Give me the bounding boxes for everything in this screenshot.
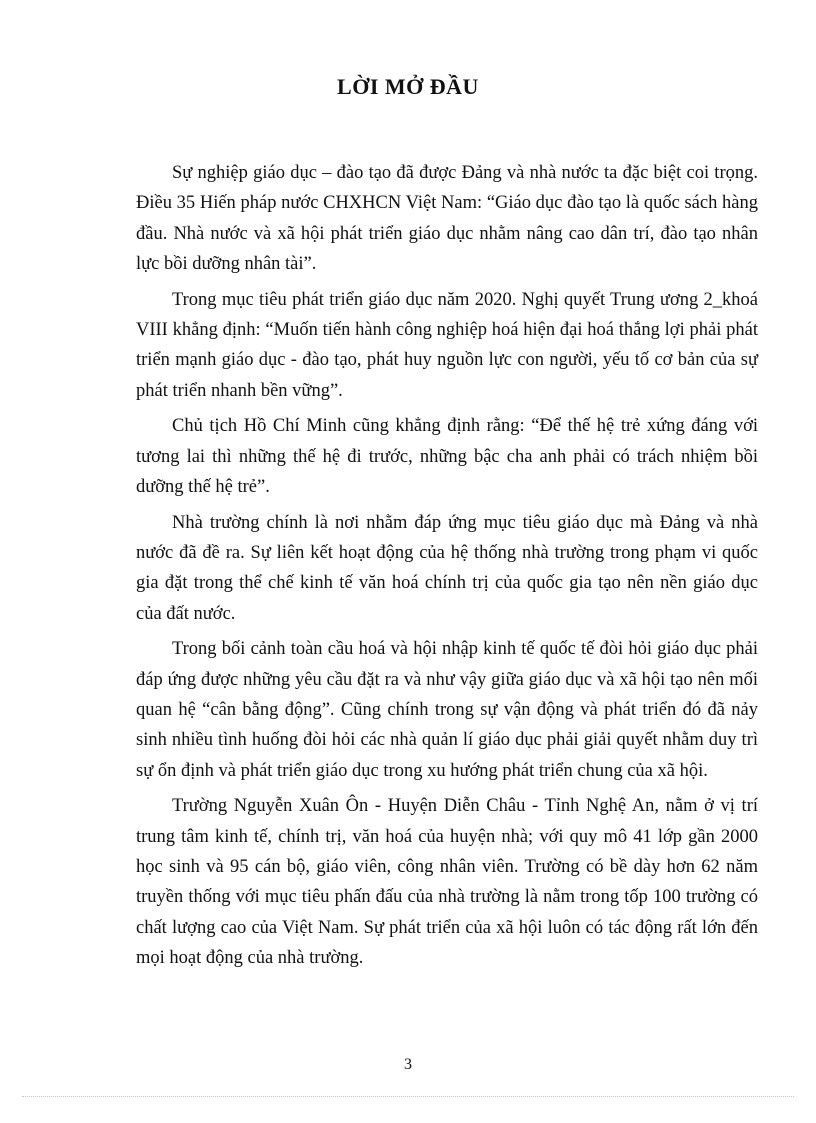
paragraph-6: Trường Nguyễn Xuân Ôn - Huyện Diễn Châu - Tỉnh Nghệ An, nằm ở vị trí trung tâm kinh tế, chính trị, văn hoá của huyện nhà; với quy mô 41 lớp gần 2000 học sinh và 95 cán bộ, giáo viên, công nhân viên. Trường có bề dày hơn 62 năm truyền thống với mục tiêu phấn đấu của nhà trường là nằm trong tốp 100 trường có chất lượng cao của Việt Nam. Sự phát triển của xã hội luôn có tác động rất lớn đến mọi hoạt động của nhà trường. bbox=[136, 796, 758, 968]
paragraph-5: Trong bối cảnh toàn cầu hoá và hội nhập kinh tế quốc tế đòi hỏi giáo dục phải đáp ứng được những yêu cầu đặt ra và như vậy giữa giáo dục và xã hội tạo nên mối quan hệ “cân bằng động”. Cũng chính trong sự vận động và phát triển đó đã nảy sinh nhiều tình huống đòi hỏi các nhà quản lí giáo dục phải giải quyết nhằm duy trì sự ổn định và phát triển giáo dục trong xu hướng phát triển chung của xã hội. bbox=[136, 639, 758, 781]
paragraph-2: Trong mục tiêu phát triển giáo dục năm 2020. Nghị quyết Trung ương 2_khoá VIII khẳng định: “Muốn tiến hành công nghiệp hoá hiện đại hoá thắng lợi phải phát triển mạnh giáo dục - đào tạo, phát huy nguồn lực con người, yếu tố cơ bản của sự phát triển nhanh bền vững”. bbox=[136, 289, 758, 401]
paragraph-4: Nhà trường chính là nơi nhằm đáp ứng mục tiêu giáo dục mà Đảng và nhà nước đã đề ra. Sự liên kết hoạt động của hệ thống nhà trường trong phạm vi quốc gia đặt trong thể chế kinh tế văn hoá chính trị của quốc gia tạo nên nền giáo dục của đất nước. bbox=[136, 512, 758, 624]
paragraph-1: Sự nghiệp giáo dục – đào tạo đã được Đảng và nhà nước ta đặc biệt coi trọng. Điều 35 Hiến pháp nước CHXHCN Việt Nam: “Giáo dục đào tạo là quốc sách hàng đầu. Nhà nước và xã hội phát triển giáo dục nhằm nâng cao dân trí, đào tạo nhân lực bồi dưỡng nhân tài”. bbox=[136, 163, 758, 274]
page-break-divider bbox=[22, 1096, 794, 1097]
page-title: LỜI MỞ ĐẦU bbox=[337, 74, 479, 99]
page-number: 3 bbox=[404, 1056, 412, 1073]
paragraph-3: Chủ tịch Hồ Chí Minh cũng khẳng định rằng: “Để thế hệ trẻ xứng đáng với tương lai thì những thế hệ đi trước, những bậc cha anh phải có trách nhiệm bồi dưỡng thế hệ trẻ”. bbox=[136, 416, 758, 497]
body-text bbox=[136, 158, 758, 979]
